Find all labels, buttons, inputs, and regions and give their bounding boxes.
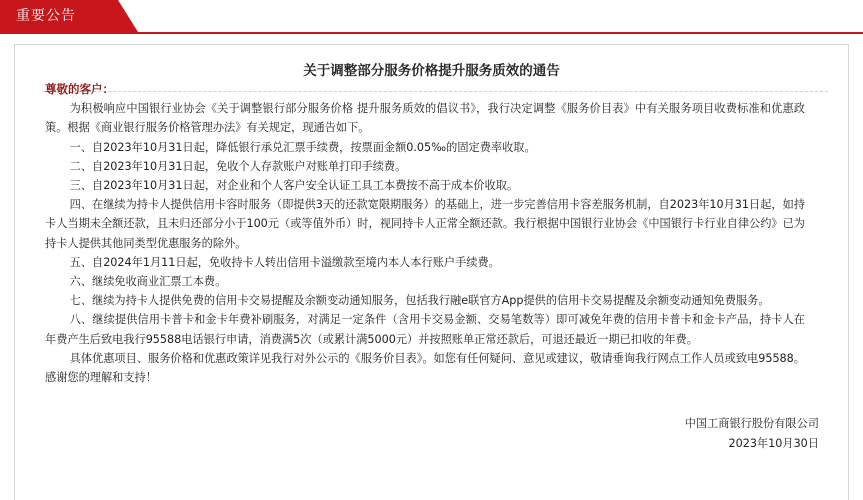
signature-org: 中国工商银行股份有限公司 xyxy=(684,417,819,430)
paragraph-item-4: 四、在继续为持卡人提供信用卡容时服务（即提供3天的还款宽限期服务）的基础上，进一步完善信用卡容差服务机制，自2023年10月31日起，如持卡人当期未全额还款，且未归还部分小于100元（或等值外币）时，视同持卡人正常全额还款。我行根据中国银行业协会《中国银行卡行业自律公约》已为持卡人提供其他同类型优惠服务的除外。 xyxy=(45,198,805,250)
paragraph-item-1: 一、自2023年10月31日起，降低银行承兑汇票手续费，按票面金额0.05‰的固定费率收取。 xyxy=(69,140,536,154)
announcement-header xyxy=(0,0,863,34)
signature-block xyxy=(685,414,819,453)
paragraph-item-7: 七、继续为持卡人提供免费的信用卡交易提醒及余额变动通知服务，包括我行融e联官方App提供的信用卡交易提醒及余额变动通知免费服务。 xyxy=(69,294,770,308)
paragraph-intro: 为积极响应中国银行业协会《关于调整银行部分服务价格 提升服务质效的倡议书》，我行决定调整《服务价目表》中有关服务项目收费标准和优惠政策。根据《商业银行服务价格管理办法》有关规定，现通告如下。 xyxy=(45,102,805,135)
paragraph-item-8: 八、继续提供信用卡普卡和金卡年费补刷服务，对满足一定条件（含用卡交易金额、交易笔数等）即可减免年费的信用卡普卡和金卡产品，持卡人在年费产生后致电我行95588电话银行申请，消费满5次（或累计满5000元）并按照账单正常还款后，可退还最近一期已扣收的年费。 xyxy=(45,313,805,346)
paragraph-item-2: 二、自2023年10月31日起，免收个人存款账户对账单打印手续费。 xyxy=(69,159,407,173)
notice-title: 关于调整部分服务价格提升服务质效的通告 xyxy=(303,63,560,79)
notice-body xyxy=(45,80,805,387)
paragraph-closing: 具体优惠项目、服务价格和优惠政策详见我行对外公示的《服务价目表》。如您有任何疑问、意见或建议，敬请垂询我行网点工作人员或致电95588。感谢您的理解和支持！ xyxy=(45,351,805,385)
paragraph-item-6: 六、继续免收商业汇票工本费。 xyxy=(69,275,227,289)
paragraph-item-3: 三、自2023年10月31日起，对企业和个人客户安全认证工具工本费按不高于成本价收取。 xyxy=(69,179,519,193)
paragraph-item-5: 五、自2024年1月11日起，免收持卡人转出信用卡溢缴款至境内本人本行账户手续费。 xyxy=(69,255,500,269)
signature-date: 2023年10月30日 xyxy=(728,436,819,450)
header-title: 重要公告 xyxy=(16,8,76,24)
greeting: 尊敬的客户： xyxy=(45,82,114,96)
